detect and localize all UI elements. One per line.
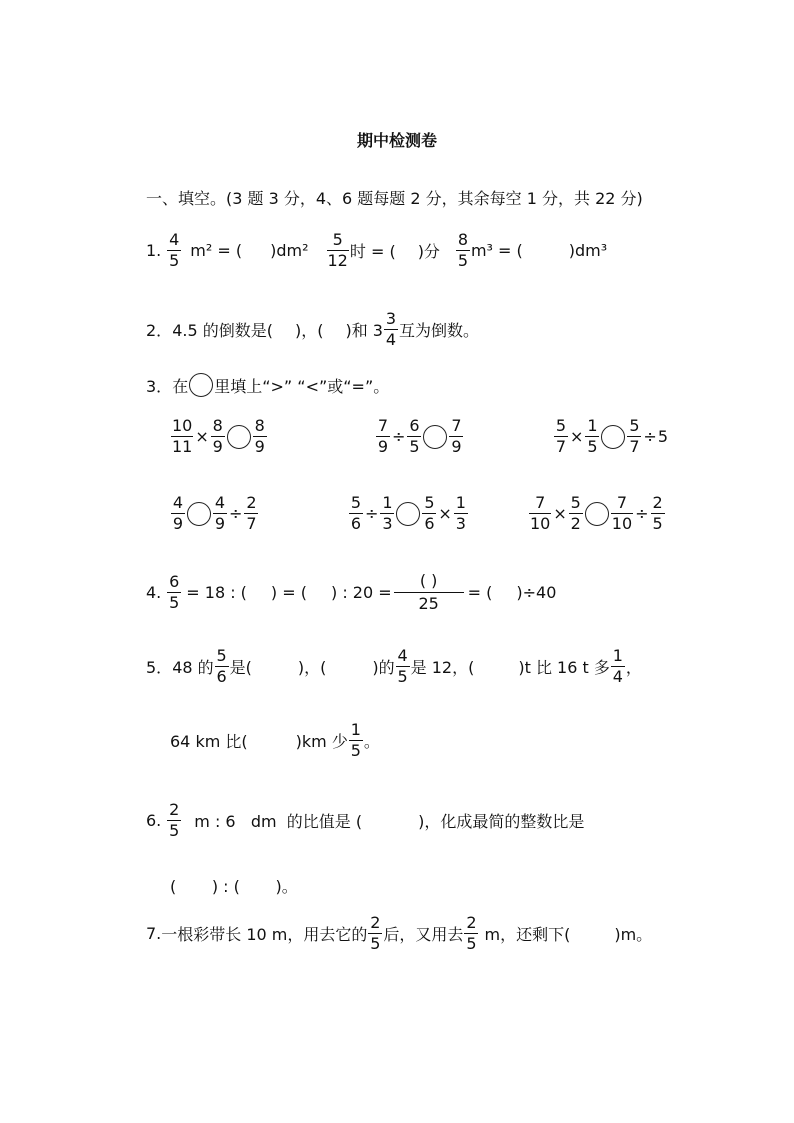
fraction (376, 418, 390, 455)
numerator: 2 (370, 913, 381, 932)
fraction (215, 648, 229, 685)
question-number: 3． (146, 376, 173, 396)
numerator: 5 (350, 493, 362, 512)
numerator: 1 (455, 493, 466, 512)
text: )dm² (270, 241, 309, 260)
denominator: 10 (611, 514, 633, 533)
fraction (368, 915, 382, 952)
text: 64 km 比( (170, 732, 248, 751)
numerator: 8 (212, 416, 223, 435)
fraction (349, 495, 363, 532)
numerator: 8 (457, 230, 469, 249)
comparison-2c (528, 495, 666, 532)
comparison-1c (553, 418, 668, 455)
text: = 18 : ( (186, 583, 247, 602)
denominator: 7 (555, 437, 567, 456)
number: 5 (657, 427, 668, 446)
text: 里填上“>” “<”或“=”。 (214, 376, 390, 396)
divide-sign: ÷ (229, 504, 243, 523)
question-6-line-2: ( ) : ( )。 (170, 877, 298, 896)
fraction (213, 495, 227, 532)
fraction (456, 232, 470, 269)
times-sign: × (570, 427, 584, 446)
times-sign: × (553, 504, 567, 523)
question-number: 7. (146, 924, 162, 943)
fraction (554, 418, 568, 455)
numerator: 8 (254, 416, 265, 435)
denominator: 5 (350, 741, 361, 760)
denominator: 6 (350, 514, 362, 533)
text: ) = ( (270, 583, 307, 602)
blank-circle[interactable] (187, 502, 211, 526)
fraction (529, 495, 551, 532)
denominator: 12 (327, 251, 348, 270)
numerator: 2 (652, 493, 663, 512)
fraction (449, 418, 463, 455)
question-6 (146, 802, 584, 839)
fraction (171, 495, 185, 532)
text: 后，又用去 (383, 925, 464, 944)
denominator: 5 (652, 514, 663, 533)
blank-circle[interactable] (601, 425, 625, 449)
text: )，化成最简的整数比是 (418, 812, 585, 831)
question-number: 2． (146, 321, 173, 340)
fraction (167, 232, 181, 269)
text: m : 6 dm 的比值是 ( (194, 812, 363, 831)
fraction (627, 418, 641, 455)
text: )÷40 (516, 583, 557, 602)
denominator: 7 (629, 437, 640, 456)
blank-circle[interactable] (227, 425, 251, 449)
text: )，( (297, 658, 327, 677)
numerator: 5 (629, 416, 640, 435)
divide-sign: ÷ (365, 504, 379, 523)
numerator: 2 (466, 913, 477, 932)
numerator: 5 (332, 230, 343, 249)
text: )m。 (614, 925, 653, 944)
question-3 (146, 373, 389, 397)
comparison-1b (375, 418, 464, 455)
text: )的 (372, 658, 395, 677)
fraction (253, 418, 267, 455)
fraction (454, 495, 468, 532)
question-1 (146, 232, 607, 269)
text: 。 (363, 732, 380, 751)
fraction (349, 722, 363, 759)
denominator: 2 (570, 514, 581, 533)
text: )分 (417, 242, 440, 261)
denominator: 5 (466, 934, 477, 953)
divide-sign: ÷ (643, 427, 657, 446)
fraction (244, 495, 258, 532)
denominator: 5 (587, 437, 598, 456)
denominator: 3 (455, 514, 466, 533)
times-sign: × (195, 427, 209, 446)
text: m，还剩下( (479, 925, 571, 944)
numerator: 7 (377, 416, 389, 435)
numerator: 6 (169, 572, 180, 591)
denominator: 9 (172, 514, 184, 533)
question-7 (146, 915, 652, 952)
denominator: 6 (424, 514, 435, 533)
text: 一根彩带长 10 m，用去它的 (161, 925, 368, 944)
denominator: 4 (612, 667, 623, 686)
denominator: 3 (382, 514, 393, 533)
text: 是( (229, 658, 252, 677)
denominator: 9 (214, 514, 226, 533)
times-sign: × (438, 504, 452, 523)
text: )dm³ (568, 241, 608, 260)
question-5-line-2 (170, 722, 380, 759)
fraction (396, 648, 410, 685)
text: ) : 20 = (330, 583, 392, 602)
blank-circle[interactable] (396, 502, 420, 526)
numerator: 6 (409, 416, 420, 435)
denominator: 6 (216, 667, 227, 686)
numerator: 5 (570, 493, 581, 512)
text: 互为倒数。 (398, 321, 479, 340)
fraction (407, 418, 421, 455)
numerator: 2 (169, 800, 180, 819)
fraction (585, 418, 599, 455)
numerator: 7 (451, 416, 462, 435)
question-number: 1. (146, 241, 162, 260)
fraction (569, 495, 583, 532)
numerator: 7 (535, 493, 546, 512)
fraction (651, 495, 665, 532)
numerator: ( ) (419, 571, 438, 590)
numerator: 1 (382, 493, 393, 512)
denominator: 9 (254, 437, 265, 456)
divide-sign: ÷ (392, 427, 406, 446)
text: 4.5 的倒数是( (172, 321, 273, 340)
question-5 (146, 648, 642, 685)
denominator: 9 (212, 437, 223, 456)
numerator: 4 (169, 230, 180, 249)
text: 时 = ( (349, 242, 396, 261)
text: )t 比 16 t 多 (518, 658, 610, 677)
text: )和 3 (345, 321, 383, 340)
text: 48 的 (172, 658, 214, 677)
denominator: 5 (169, 251, 180, 270)
fraction (327, 232, 349, 269)
text: )，( (294, 321, 324, 340)
numerator: 3 (385, 309, 397, 328)
fraction (211, 418, 225, 455)
denominator: 9 (377, 437, 389, 456)
denominator: 5 (370, 934, 381, 953)
fraction (611, 648, 625, 685)
numerator: 1 (587, 416, 598, 435)
blank-circle[interactable] (423, 425, 447, 449)
page-title: 期中检测卷 (356, 131, 437, 150)
denominator: 9 (451, 437, 462, 456)
numerator: 5 (424, 493, 435, 512)
fraction (464, 915, 478, 952)
denominator: 11 (172, 437, 193, 456)
blank-circle[interactable] (585, 502, 609, 526)
comparison-2b (348, 495, 469, 532)
fraction (167, 574, 181, 611)
fraction (384, 311, 398, 348)
numerator: 1 (612, 646, 623, 665)
denominator: 10 (530, 514, 551, 533)
fraction (380, 495, 394, 532)
numerator: 4 (172, 493, 184, 512)
text: 是 12，( (410, 658, 475, 677)
text: m³ = ( (470, 241, 523, 260)
question-4 (146, 573, 556, 612)
fraction (422, 495, 436, 532)
question-number: 5． (146, 658, 173, 677)
question-2 (146, 311, 479, 348)
numerator: 7 (616, 493, 628, 512)
question-number: 4. (146, 583, 162, 602)
numerator: 1 (350, 720, 361, 739)
numerator: 2 (246, 493, 257, 512)
comparison-2a (170, 495, 259, 532)
divide-sign: ÷ (635, 504, 649, 523)
text: ， (625, 658, 642, 677)
denominator: 5 (169, 593, 180, 612)
numerator: 4 (214, 493, 226, 512)
text: 在 (172, 376, 189, 396)
denominator: 5 (457, 251, 469, 270)
denominator: 25 (394, 592, 464, 612)
comparison-1a (170, 418, 268, 455)
question-number: 6. (146, 811, 162, 830)
fraction (171, 418, 193, 455)
denominator: 5 (169, 821, 180, 840)
section-heading: 一、填空。(3 题 3 分，4、6 题每题 2 分，其余每空 1 分，共 22 分) (146, 189, 643, 208)
fraction (611, 495, 633, 532)
numerator: 5 (216, 646, 227, 665)
denominator: 7 (246, 514, 257, 533)
denominator: 4 (385, 330, 397, 349)
text: )km 少 (295, 732, 348, 751)
numerator: 4 (397, 646, 408, 665)
text: m² = ( (190, 241, 243, 260)
text: = ( (467, 583, 493, 602)
denominator: 5 (397, 667, 408, 686)
denominator: 5 (409, 437, 420, 456)
numerator: 5 (555, 416, 567, 435)
numerator: 10 (172, 416, 193, 435)
fraction (167, 802, 181, 839)
blank-circle[interactable] (189, 373, 213, 397)
wide-fraction (394, 573, 464, 612)
